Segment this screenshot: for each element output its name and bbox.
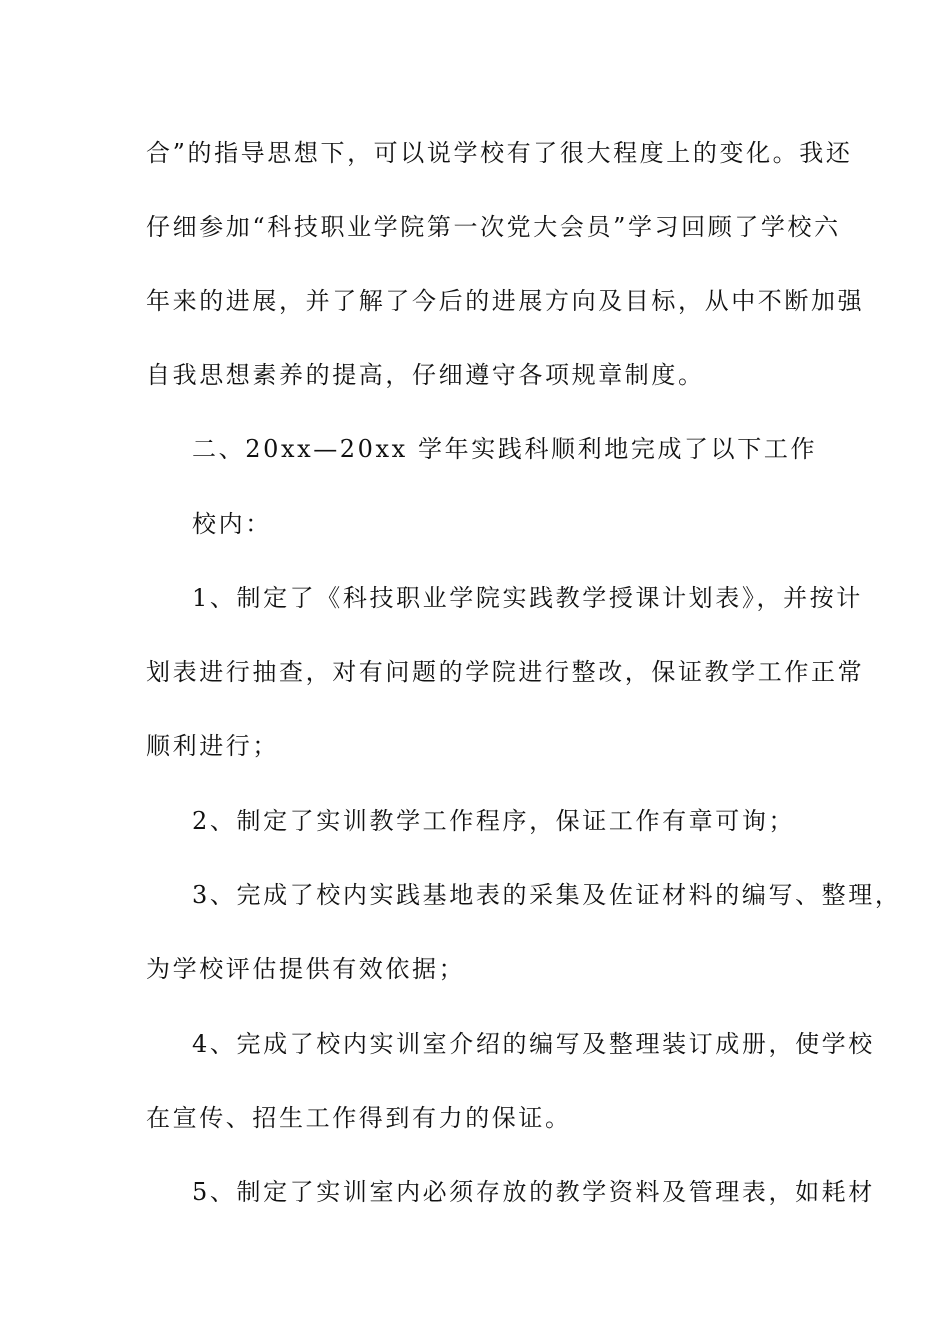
text-line: 在宣传、招生工作得到有力的保证。 <box>146 1104 572 1132</box>
text-line: 合”的指导思想下，可以说学校有了很大程度上的变化。我还 <box>146 139 853 167</box>
list-item-text: 4、完成了校内实训室介绍的编写及整理装订成册，使学校 <box>192 1030 875 1058</box>
subsection-label: 校内： <box>192 510 272 538</box>
text-line: 仔细参加“科技职业学院第一次党大会员”学习回顾了学校六 <box>146 213 841 241</box>
section-heading: 二、20xx—20xx 学年实践科顺利地完成了以下工作 <box>192 435 818 463</box>
text-line: 自我思想素养的提高，仔细遵守各项规章制度。 <box>146 361 705 389</box>
text-line: 划表进行抽查，对有问题的学院进行整改，保证教学工作正常 <box>146 658 865 686</box>
list-item-text: 2、制定了实训教学工作程序，保证工作有章可询； <box>192 807 796 835</box>
text-line: 顺利进行； <box>146 732 279 760</box>
list-item-text: 5、制定了实训室内必须存放的教学资料及管理表，如耗材 <box>192 1178 875 1206</box>
text-line: 年来的进展，并了解了今后的进展方向及目标，从中不断加强 <box>146 287 865 315</box>
list-item-text: 1、制定了《科技职业学院实践教学授课计划表》，并按计 <box>192 584 863 612</box>
list-item-text: 3、完成了校内实践基地表的采集及佐证材料的编写、整理， <box>192 881 902 909</box>
text-line: 为学校评估提供有效依据； <box>146 955 466 983</box>
